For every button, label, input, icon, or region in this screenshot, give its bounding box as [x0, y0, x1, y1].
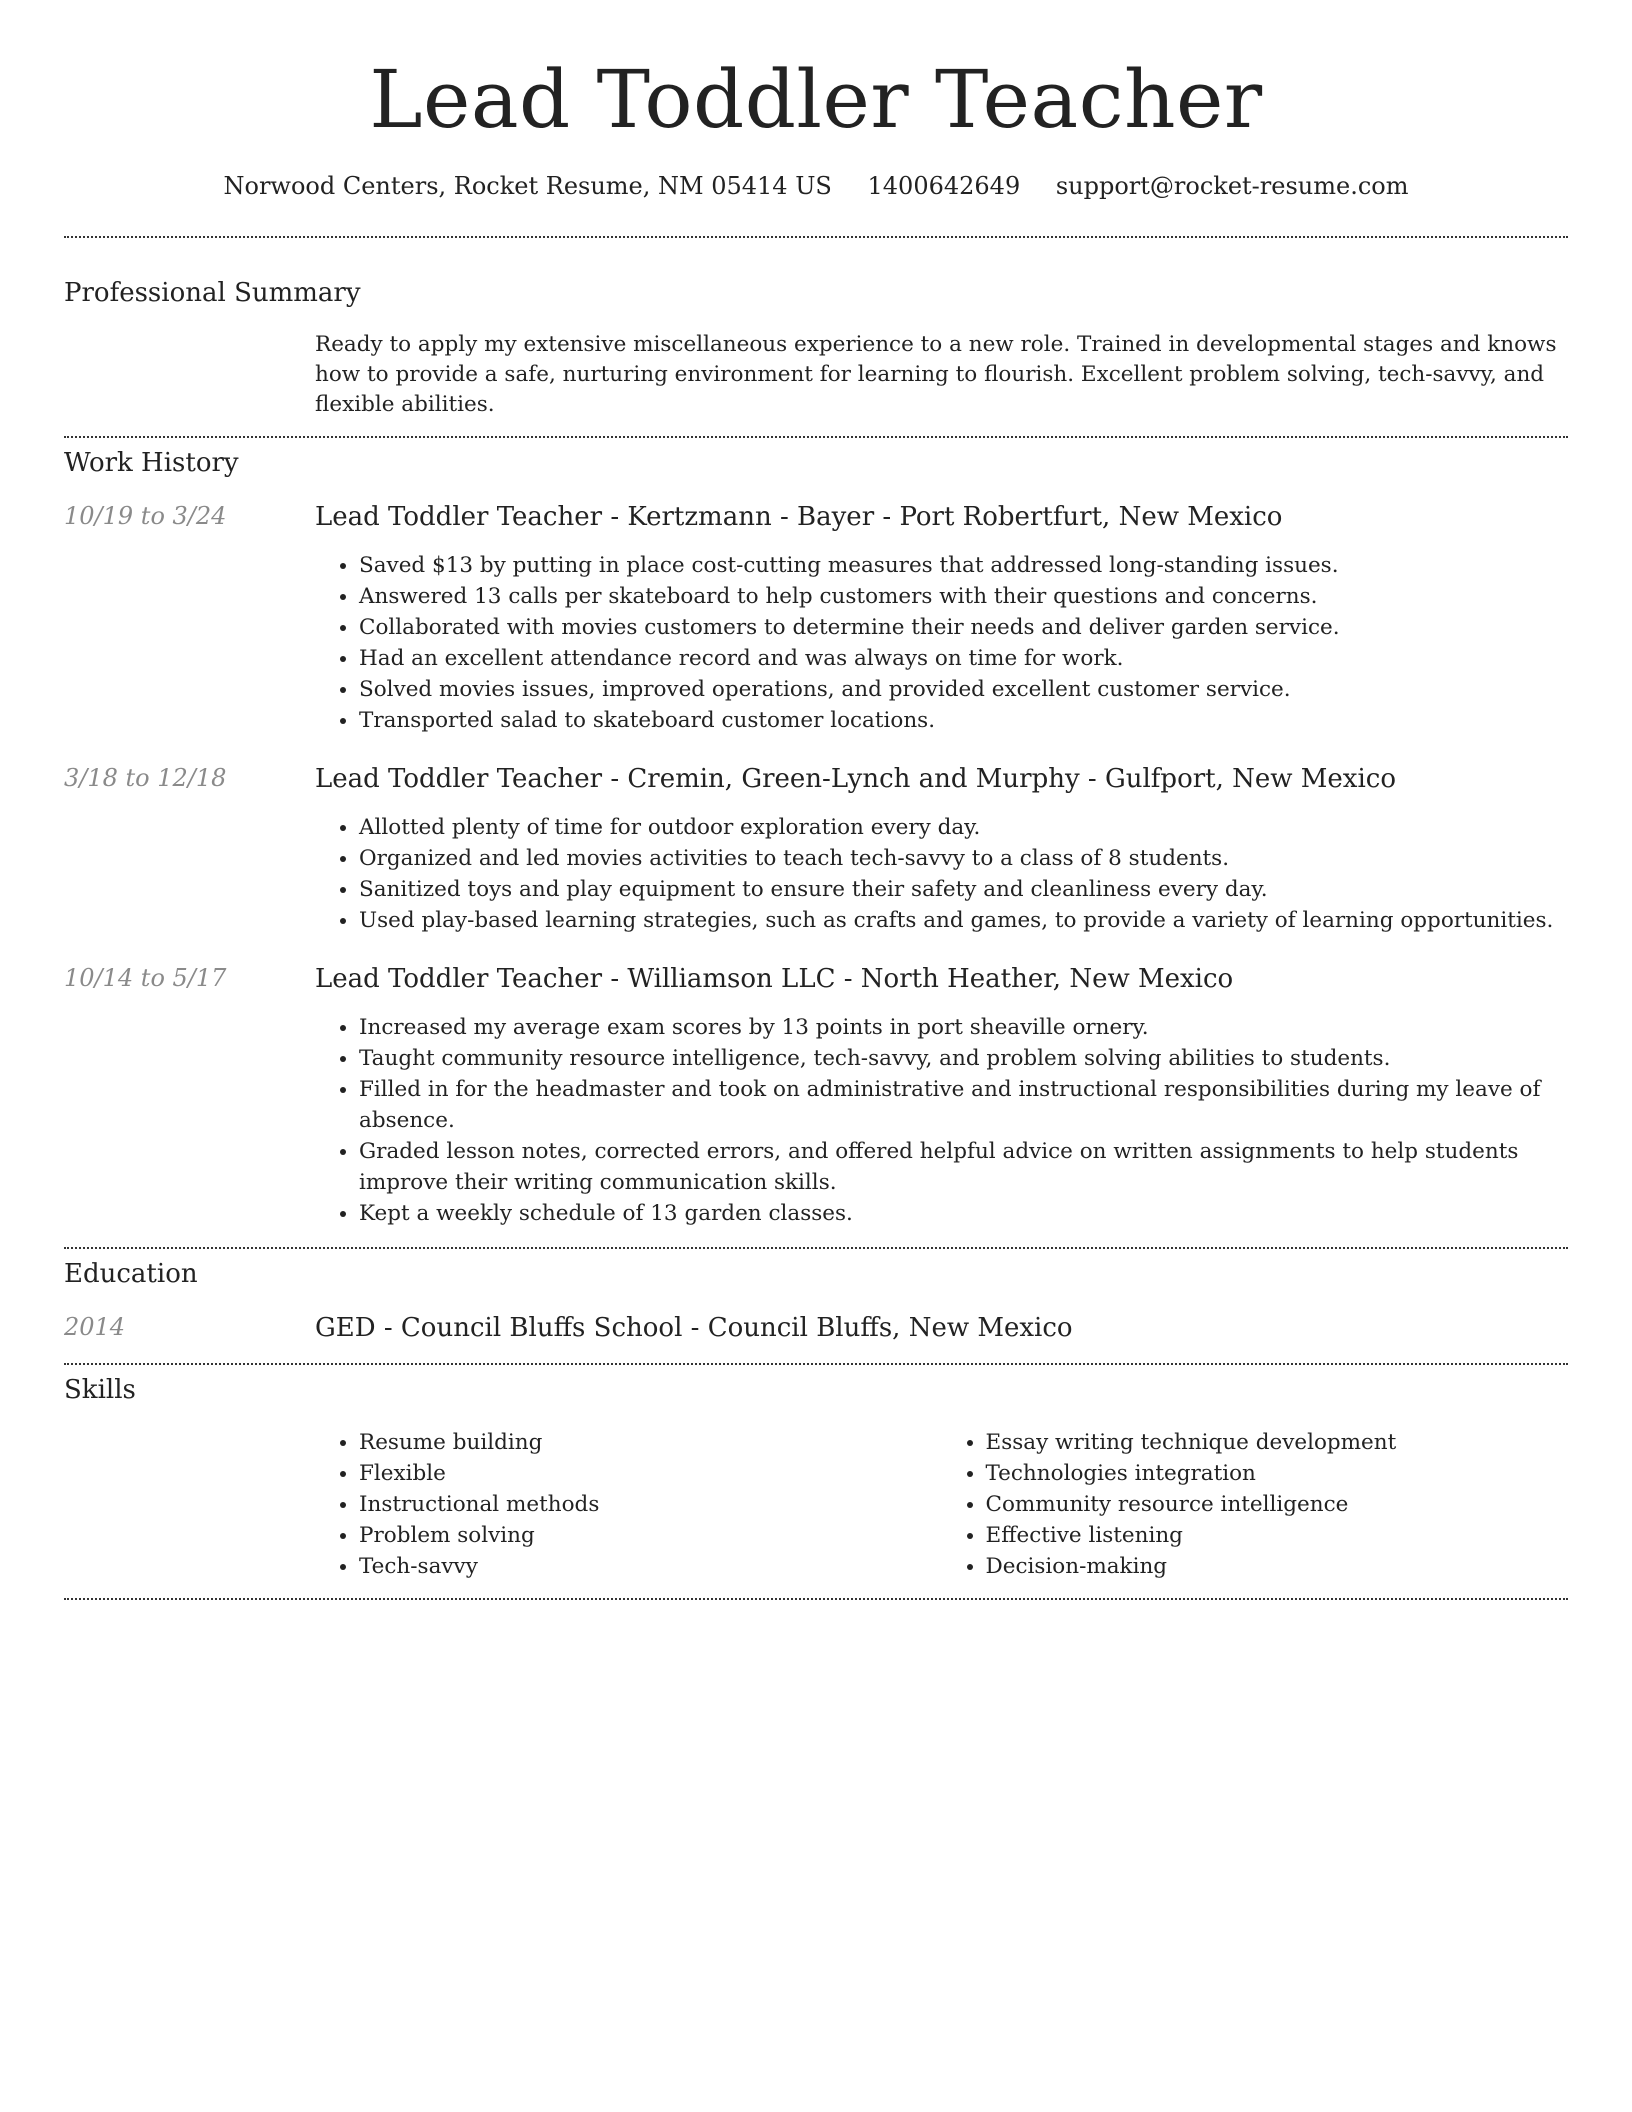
list-item: • Sanitized toys and play equipment to ensure their safety and cleanliness every day. [359, 874, 1568, 905]
list-item: • Organized and led movies activities to teach tech-savvy to a class of 8 students. [359, 843, 1568, 874]
education-entry [64, 1313, 1568, 1363]
summary-text: Ready to apply my extensive miscellaneous experience to a new role. Trained in developmental stages and knows how to provide a safe, nurturing environment for learning to flourish. Excellent problem solving, tech-savvy, and flexible abilities. [315, 332, 1557, 417]
summary-heading: Professional Summary [64, 278, 361, 308]
job-entry [64, 764, 1568, 936]
skill-item: • Community resource intelligence [986, 1489, 1569, 1520]
skill-item: • Effective listening [986, 1520, 1569, 1551]
job-dates: 10/19 to 3/24 [64, 502, 227, 530]
summary-section [64, 278, 1568, 436]
skills-list-left [315, 1427, 942, 1582]
list-item: • Answered 13 calls per skateboard to help customers with their questions and concerns. [359, 581, 1568, 612]
list-item: • Kept a weekly schedule of 13 garden classes. [359, 1198, 1568, 1229]
list-item: • Taught community resource intelligence, tech-savvy, and problem solving abilities to students. [359, 1043, 1568, 1074]
education-heading: Education [64, 1259, 198, 1289]
resume-page [64, 0, 1568, 1600]
work-history-heading: Work History [64, 448, 239, 478]
list-item: • Used play-based learning strategies, such as crafts and games, to provide a variety of learning opportunities. [359, 905, 1568, 936]
list-item: • Increased my average exam scores by 13 points in port sheaville ornery. [359, 1012, 1568, 1043]
contact-phone: 1400642649 [867, 172, 1021, 200]
skill-item: • Tech-savvy [359, 1551, 942, 1582]
education-title: GED - Council Bluffs School - Council Bluffs, New Mexico [315, 1313, 1073, 1343]
skills-section [64, 1365, 1568, 1582]
contact-line [64, 172, 1568, 206]
candidate-name: Lead Toddler Teacher [369, 53, 1263, 146]
job-dates: 3/18 to 12/18 [64, 764, 227, 792]
job-bullets [315, 550, 1568, 736]
job-title: Lead Toddler Teacher - Cremin, Green-Lynch and Murphy - Gulfport, New Mexico [315, 764, 1396, 794]
skills-grid [315, 1405, 1568, 1582]
divider [64, 236, 1568, 238]
education-section [64, 1249, 1568, 1363]
skill-item: • Instructional methods [359, 1489, 942, 1520]
job-entry [64, 502, 1568, 736]
skill-item: • Resume building [359, 1427, 942, 1458]
list-item: • Transported salad to skateboard customer locations. [359, 705, 1568, 736]
contact-email: support@rocket-resume.com [1055, 172, 1409, 200]
skill-item: • Decision-making [986, 1551, 1569, 1582]
job-dates: 10/14 to 5/17 [64, 964, 227, 992]
skill-item: • Technologies integration [986, 1458, 1569, 1489]
skills-list-right [942, 1427, 1569, 1582]
job-title: Lead Toddler Teacher - Williamson LLC - North Heather, New Mexico [315, 964, 1234, 994]
education-dates: 2014 [64, 1313, 126, 1341]
job-bullets [315, 1012, 1568, 1229]
list-item: • Allotted plenty of time for outdoor exploration every day. [359, 812, 1568, 843]
skill-item: • Flexible [359, 1458, 942, 1489]
list-item: • Solved movies issues, improved operations, and provided excellent customer service. [359, 674, 1568, 705]
skills-heading: Skills [64, 1375, 136, 1405]
contact-address: Norwood Centers, Rocket Resume, NM 05414 US [223, 172, 832, 200]
list-item: • Had an excellent attendance record and was always on time for work. [359, 643, 1568, 674]
job-entry [64, 964, 1568, 1229]
work-history-section [64, 438, 1568, 1229]
job-title: Lead Toddler Teacher - Kertzmann - Bayer - Port Robertfurt, New Mexico [315, 502, 1283, 532]
job-bullets [315, 812, 1568, 936]
list-item: • Graded lesson notes, corrected errors, and offered helpful advice on written assignments to help students improve their writing communication skills. [359, 1136, 1568, 1198]
skill-item: • Problem solving [359, 1520, 942, 1551]
list-item: • Collaborated with movies customers to determine their needs and deliver garden service. [359, 612, 1568, 643]
list-item: • Saved $13 by putting in place cost-cutting measures that addressed long-standing issues. [359, 550, 1568, 581]
skill-item: • Essay writing technique development [986, 1427, 1569, 1458]
list-item: • Filled in for the headmaster and took on administrative and instructional responsibilities during my leave of absence. [359, 1074, 1568, 1136]
divider [64, 1598, 1568, 1600]
